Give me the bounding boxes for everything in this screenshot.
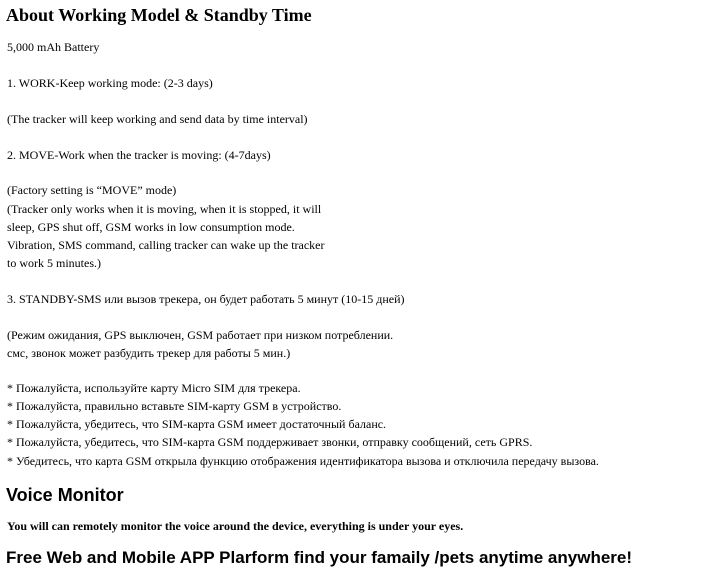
work-mode-note: (The tracker will keep working and send data by time interval) xyxy=(7,112,308,126)
platform-title: Free Web and Mobile APP Plarform find your famaily /pets anytime anywhere! xyxy=(6,548,633,567)
sim-bullet-item: * Пожалуйста, правильно вставьте SIM-карту GSM в устройство. xyxy=(7,399,342,413)
move-note-line: to work 5 minutes.) xyxy=(7,256,101,270)
voice-monitor-title: Voice Monitor xyxy=(6,485,124,505)
standby-note-line: (Режим ожидания, GPS выключен, GSM работает при низком потреблении. xyxy=(7,328,394,342)
sim-bullet-item: * Пожалуйста, используйте карту Micro SIM для трекера. xyxy=(7,381,301,395)
voice-monitor-text: You will can remotely monitor the voice around the device, everything is under your eyes. xyxy=(7,519,464,533)
work-mode-line: 1. WORK-Keep working mode: (2-3 days) xyxy=(7,76,213,90)
sim-bullet-item: * Пожалуйста, убедитесь, что SIM-карта GSM поддерживает звонки, отправку сообщений, сеть GPRS. xyxy=(7,435,533,449)
standby-note-line: смс, звонок может разбудить трекер для работы 5 мин.) xyxy=(7,346,291,360)
sim-bullet-item: * Пожалуйста, убедитесь, что SIM-карта GSM имеет достаточный баланс. xyxy=(7,417,387,431)
move-note-line: (Factory setting is “MOVE” mode) xyxy=(7,183,177,197)
standby-mode-line: 3. STANDBY-SMS или вызов трекера, он будет работать 5 минут (10-15 дней) xyxy=(7,292,405,306)
move-note-line: Vibration, SMS command, calling tracker can wake up the tracker xyxy=(7,238,325,252)
move-mode-line: 2. MOVE-Work when the tracker is moving: (4-7days) xyxy=(7,148,271,162)
working-model-title: About Working Model & Standby Time xyxy=(6,5,312,25)
sim-bullet-item: * Убедитесь, что карта GSM открыла функцию отображения идентификатора вызова и отключила передачу вызова. xyxy=(7,454,599,468)
move-note-line: (Tracker only works when it is moving, when it is stopped, it will xyxy=(7,202,322,216)
move-note-line: sleep, GPS shut off, GSM works in low consumption mode. xyxy=(7,220,295,234)
battery-line: 5,000 mAh Battery xyxy=(7,40,100,54)
